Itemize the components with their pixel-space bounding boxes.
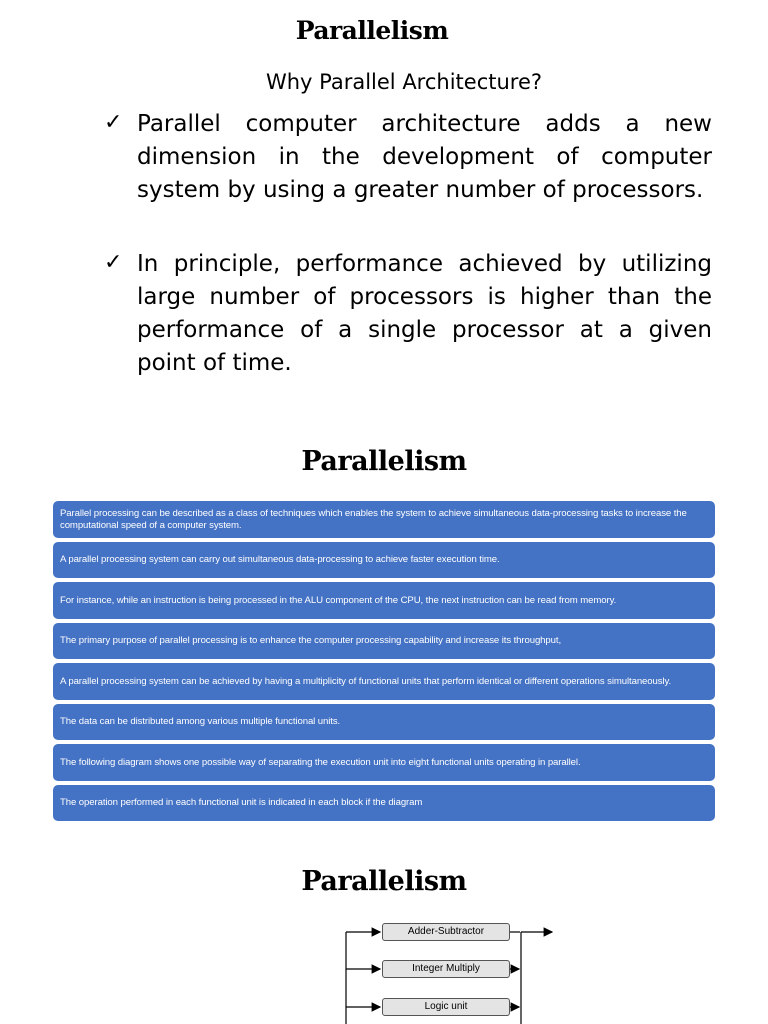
- slide2-title: Parallelism: [301, 446, 467, 477]
- info-box-text: For instance, while an instruction is being processed in the ALU component of the CPU, the next instruction can be read from memory.: [60, 594, 617, 606]
- info-box: [53, 501, 715, 538]
- functional-unit-logic-unit: Logic unit: [382, 998, 510, 1016]
- info-box-text: The following diagram shows one possible way of separating the execution unit into eight functional units operating in parallel.: [60, 756, 581, 768]
- slide1-subtitle: Why Parallel Architecture?: [265, 70, 543, 94]
- slide3-title: Parallelism: [301, 866, 467, 897]
- bullet-text: In principle, performance achieved by utilizing large number of processors is higher than the performance of a single processor at a given point of time.: [137, 251, 712, 376]
- slide1-title: Parallelism: [295, 16, 449, 45]
- info-box-text: Parallel processing can be described as a class of techniques which enables the system to achieve simultaneous data-processing tasks to increase the computational speed of a computer system.: [60, 507, 687, 531]
- info-box: [53, 542, 715, 578]
- info-box: [53, 785, 715, 821]
- functional-units-diagram: [0, 900, 768, 1024]
- info-box-text: A parallel processing system can carry out simultaneous data-processing to achieve faster execution time.: [60, 554, 500, 565]
- info-box: [53, 704, 715, 740]
- checkmark-icon: ✓: [104, 250, 123, 275]
- info-box: [53, 744, 715, 781]
- info-box: [53, 623, 715, 659]
- checkmark-icon: ✓: [104, 110, 123, 135]
- info-box-text: The primary purpose of parallel processing is to enhance the computer processing capability and increase its throughput,: [60, 635, 562, 646]
- info-box-text: A parallel processing system can be achieved by having a multiplicity of functional units that perform identical or different operations simultaneously.: [60, 675, 672, 687]
- info-box-text: The operation performed in each functional unit is indicated in each block if the diagram: [60, 797, 423, 808]
- functional-unit-adder-subtractor: Adder-Subtractor: [382, 923, 510, 941]
- bullet-text: Parallel computer architecture adds a new dimension in the development of computer system by using a greater number of processors.: [137, 111, 712, 203]
- info-box: [53, 663, 715, 700]
- info-box: [53, 582, 715, 619]
- info-box-text: The data can be distributed among various multiple functional units.: [60, 716, 341, 727]
- functional-unit-integer-multiply: Integer Multiply: [382, 960, 510, 978]
